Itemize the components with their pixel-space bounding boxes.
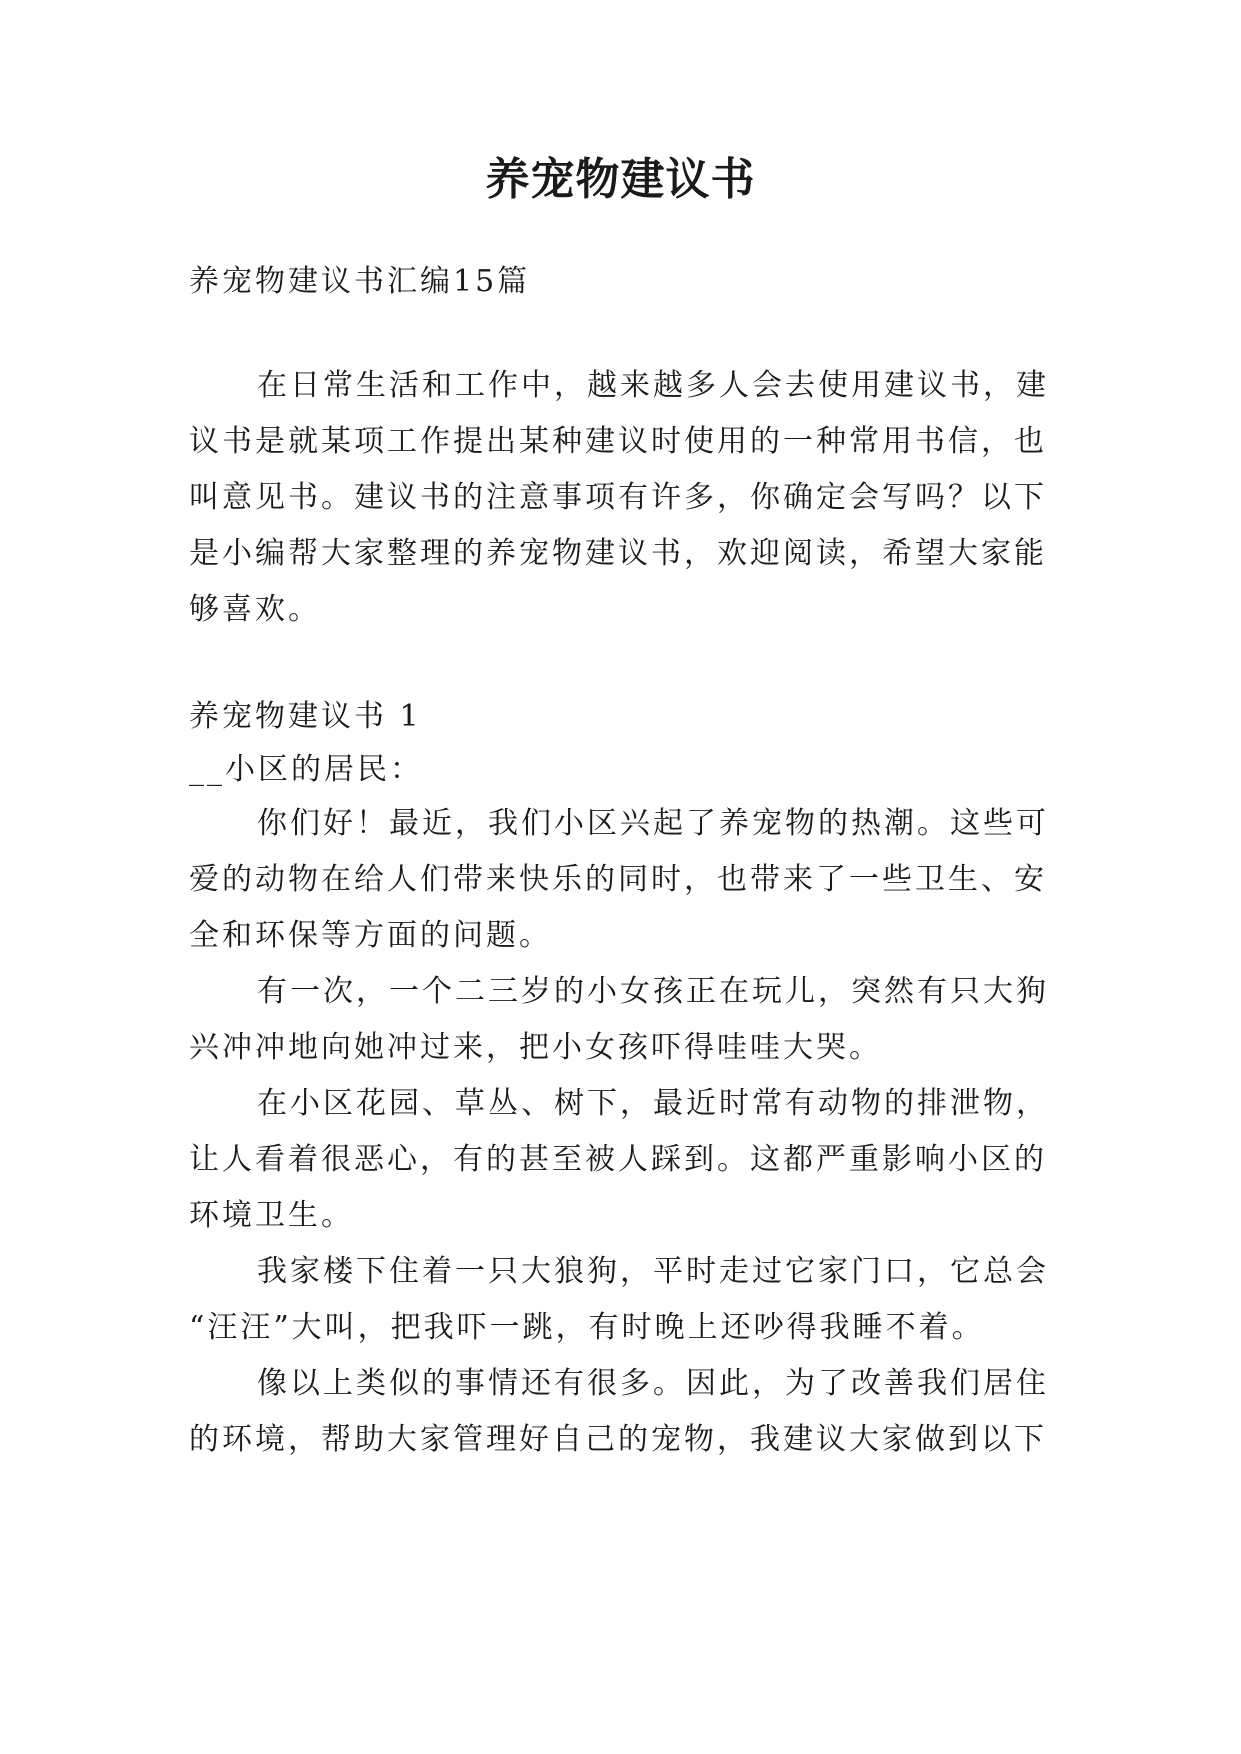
intro-line: 在日常生活和工作中，越来越多人会去使用建议书，建	[257, 368, 1049, 403]
body-line: 的环境，帮助大家管理好自己的宠物，我建议大家做到以下	[189, 1422, 1047, 1457]
body-line: 爱的动物在给人们带来快乐的同时，也带来了一些卫生、安	[189, 862, 1047, 897]
intro-line: 叫意见书。建议书的注意事项有许多，你确定会写吗？以下	[189, 480, 1047, 515]
body-line: 全和环保等方面的问题。	[189, 918, 552, 953]
intro-line: 够喜欢。	[189, 592, 321, 627]
body-line: 我家楼下住着一只大狼狗，平时走过它家门口，它总会	[257, 1254, 1049, 1289]
body-line: “汪汪”大叫，把我吓一跳，有时晚上还吵得我睡不着。	[189, 1310, 985, 1345]
intro-line: 是小编帮大家整理的养宠物建议书，欢迎阅读，希望大家能	[189, 536, 1047, 571]
salutation: __小区的居民：	[189, 752, 423, 787]
document-title: 养宠物建议书	[485, 154, 756, 205]
body-line: 像以上类似的事情还有很多。因此，为了改善我们居住	[257, 1366, 1049, 1401]
body-line: 有一次，一个二三岁的小女孩正在玩儿，突然有只大狗	[257, 974, 1049, 1009]
body-line: 在小区花园、草丛、树下，最近时常有动物的排泄物，	[257, 1086, 1049, 1121]
body-line: 让人看着很恶心，有的甚至被人踩到。这都严重影响小区的	[189, 1142, 1047, 1177]
body-line: 兴冲冲地向她冲过来，把小女孩吓得哇哇大哭。	[189, 1030, 882, 1065]
body-line: 你们好！最近，我们小区兴起了养宠物的热潮。这些可	[257, 806, 1049, 841]
body-line: 环境卫生。	[189, 1198, 354, 1233]
section-heading: 养宠物建议书 1	[189, 699, 422, 734]
intro-line: 议书是就某项工作提出某种建议时使用的一种常用书信，也	[189, 424, 1047, 459]
document-subtitle: 养宠物建议书汇编15篇	[189, 264, 531, 299]
